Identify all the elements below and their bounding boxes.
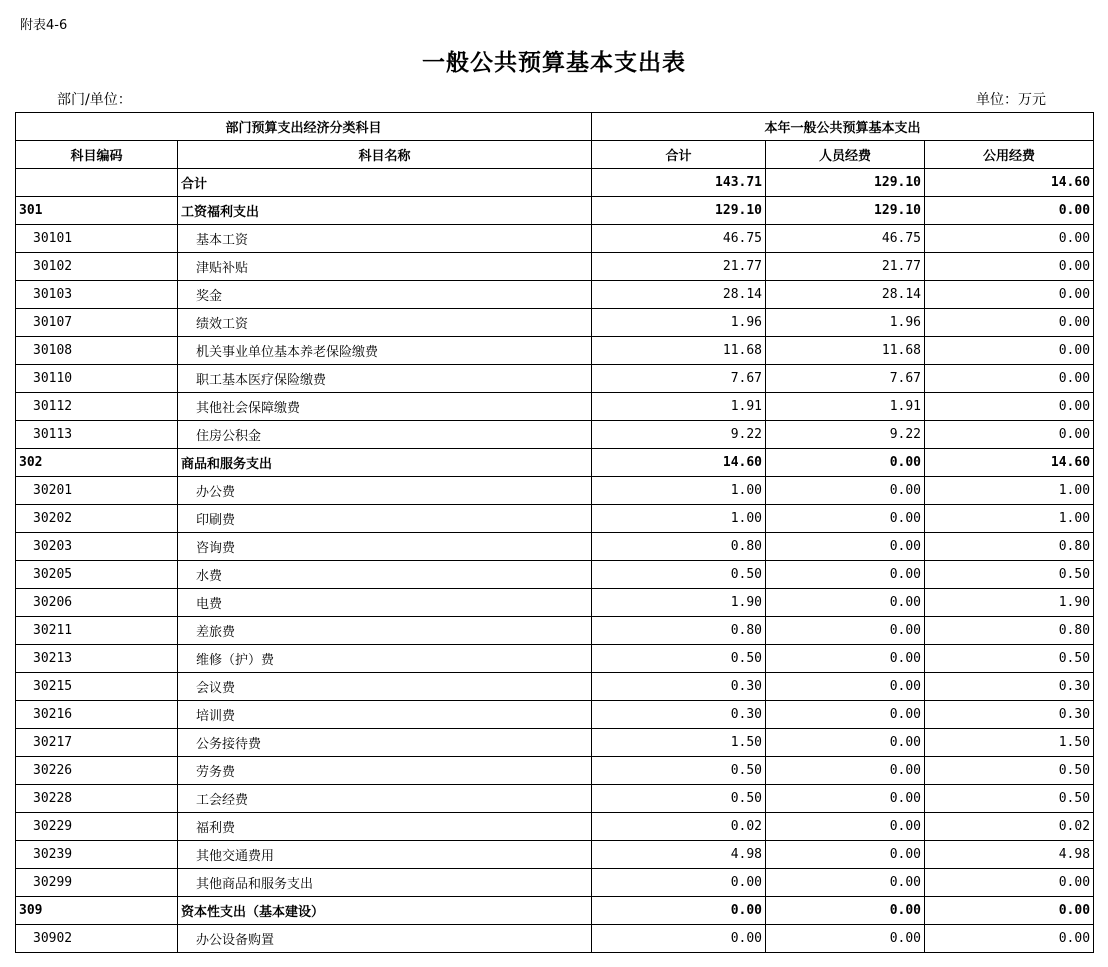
row-total: 46.75 <box>592 225 766 253</box>
row-total: 0.02 <box>592 813 766 841</box>
department-label: 部门/单位： <box>57 92 132 108</box>
header-basic-expenditure: 本年一般公共预算基本支出 <box>592 113 1094 141</box>
row-code: 30203 <box>16 533 178 561</box>
table-row <box>16 841 1094 869</box>
row-code: 30103 <box>16 281 178 309</box>
row-total: 0.50 <box>592 785 766 813</box>
row-personnel: 0.00 <box>766 477 925 505</box>
row-code: 30217 <box>16 729 178 757</box>
row-personnel: 9.22 <box>766 421 925 449</box>
row-total: 1.90 <box>592 589 766 617</box>
row-public: 0.50 <box>925 785 1094 813</box>
table-row <box>16 561 1094 589</box>
table-row <box>16 589 1094 617</box>
row-public: 0.00 <box>925 197 1094 225</box>
row-name: 合计 <box>178 169 592 197</box>
table-row <box>16 729 1094 757</box>
row-personnel: 0.00 <box>766 617 925 645</box>
row-code: 30202 <box>16 505 178 533</box>
row-total: 0.50 <box>592 561 766 589</box>
header-group-row <box>16 113 1094 141</box>
row-name: 电费 <box>178 589 592 617</box>
row-code: 302 <box>16 449 178 477</box>
row-code: 30110 <box>16 365 178 393</box>
row-public: 0.50 <box>925 757 1094 785</box>
row-name: 津贴补贴 <box>178 253 592 281</box>
row-personnel: 0.00 <box>766 813 925 841</box>
row-name: 工资福利支出 <box>178 197 592 225</box>
row-total: 4.98 <box>592 841 766 869</box>
row-public: 0.02 <box>925 813 1094 841</box>
row-public: 14.60 <box>925 449 1094 477</box>
row-public: 0.50 <box>925 561 1094 589</box>
row-total: 11.68 <box>592 337 766 365</box>
row-personnel: 0.00 <box>766 757 925 785</box>
row-public: 0.00 <box>925 225 1094 253</box>
row-personnel: 0.00 <box>766 785 925 813</box>
table-row <box>16 701 1094 729</box>
row-code: 30902 <box>16 925 178 953</box>
table-row <box>16 309 1094 337</box>
row-total: 28.14 <box>592 281 766 309</box>
row-public: 0.30 <box>925 701 1094 729</box>
row-personnel: 11.68 <box>766 337 925 365</box>
row-total: 0.80 <box>592 617 766 645</box>
row-code: 30206 <box>16 589 178 617</box>
row-name: 办公设备购置 <box>178 925 592 953</box>
table-row <box>16 225 1094 253</box>
row-total: 1.96 <box>592 309 766 337</box>
row-name: 住房公积金 <box>178 421 592 449</box>
row-public: 0.50 <box>925 645 1094 673</box>
row-personnel: 0.00 <box>766 533 925 561</box>
row-code: 30205 <box>16 561 178 589</box>
row-name: 水费 <box>178 561 592 589</box>
row-name: 维修（护）费 <box>178 645 592 673</box>
row-public: 4.98 <box>925 841 1094 869</box>
table-row <box>16 673 1094 701</box>
row-code: 30216 <box>16 701 178 729</box>
row-public: 0.00 <box>925 309 1094 337</box>
row-name: 商品和服务支出 <box>178 449 592 477</box>
row-name: 职工基本医疗保险缴费 <box>178 365 592 393</box>
header-name: 科目名称 <box>178 141 592 169</box>
table-row <box>16 645 1094 673</box>
row-name: 奖金 <box>178 281 592 309</box>
row-personnel: 0.00 <box>766 561 925 589</box>
row-public: 1.00 <box>925 477 1094 505</box>
table-row <box>16 393 1094 421</box>
header-personnel: 人员经费 <box>766 141 925 169</box>
row-name: 福利费 <box>178 813 592 841</box>
row-personnel: 1.96 <box>766 309 925 337</box>
row-code: 30113 <box>16 421 178 449</box>
row-public: 0.00 <box>925 253 1094 281</box>
row-code: 30299 <box>16 869 178 897</box>
row-public: 0.80 <box>925 617 1094 645</box>
row-public: 1.00 <box>925 505 1094 533</box>
row-name: 机关事业单位基本养老保险缴费 <box>178 337 592 365</box>
row-total: 0.00 <box>592 925 766 953</box>
row-name: 劳务费 <box>178 757 592 785</box>
row-total: 7.67 <box>592 365 766 393</box>
row-total: 1.00 <box>592 477 766 505</box>
table-row <box>16 757 1094 785</box>
table-row <box>16 449 1094 477</box>
row-name: 基本工资 <box>178 225 592 253</box>
table-row <box>16 281 1094 309</box>
table-row <box>16 169 1094 197</box>
table-row <box>16 477 1094 505</box>
header-column-row <box>16 141 1094 169</box>
row-code: 30228 <box>16 785 178 813</box>
row-public: 14.60 <box>925 169 1094 197</box>
row-code: 30229 <box>16 813 178 841</box>
row-code: 30211 <box>16 617 178 645</box>
table-row <box>16 421 1094 449</box>
row-personnel: 0.00 <box>766 729 925 757</box>
table-row <box>16 337 1094 365</box>
row-code: 301 <box>16 197 178 225</box>
row-personnel: 0.00 <box>766 897 925 925</box>
row-public: 0.00 <box>925 421 1094 449</box>
row-public: 0.30 <box>925 673 1094 701</box>
row-public: 0.00 <box>925 281 1094 309</box>
row-total: 0.80 <box>592 533 766 561</box>
row-total: 1.50 <box>592 729 766 757</box>
row-name: 培训费 <box>178 701 592 729</box>
row-personnel: 0.00 <box>766 925 925 953</box>
row-name: 会议费 <box>178 673 592 701</box>
row-code: 30213 <box>16 645 178 673</box>
row-total: 14.60 <box>592 449 766 477</box>
row-code: 30101 <box>16 225 178 253</box>
row-public: 0.00 <box>925 925 1094 953</box>
header-economic-classification: 部门预算支出经济分类科目 <box>16 113 592 141</box>
row-name: 咨询费 <box>178 533 592 561</box>
row-name: 绩效工资 <box>178 309 592 337</box>
table-row <box>16 365 1094 393</box>
row-name: 办公费 <box>178 477 592 505</box>
row-total: 0.50 <box>592 757 766 785</box>
row-personnel: 1.91 <box>766 393 925 421</box>
row-public: 0.00 <box>925 365 1094 393</box>
row-personnel: 0.00 <box>766 841 925 869</box>
row-public: 0.00 <box>925 869 1094 897</box>
table-row <box>16 617 1094 645</box>
row-code: 30108 <box>16 337 178 365</box>
row-personnel: 129.10 <box>766 169 925 197</box>
row-code: 309 <box>16 897 178 925</box>
row-personnel: 7.67 <box>766 365 925 393</box>
row-total: 1.00 <box>592 505 766 533</box>
row-total: 0.30 <box>592 701 766 729</box>
table-row <box>16 813 1094 841</box>
row-total: 9.22 <box>592 421 766 449</box>
table-row <box>16 505 1094 533</box>
expenditure-table <box>15 112 1094 953</box>
appendix-label: 附表4-6 <box>20 18 68 33</box>
row-personnel: 28.14 <box>766 281 925 309</box>
row-personnel: 0.00 <box>766 645 925 673</box>
row-personnel: 46.75 <box>766 225 925 253</box>
row-name: 资本性支出（基本建设） <box>178 897 592 925</box>
row-name: 其他社会保障缴费 <box>178 393 592 421</box>
row-total: 0.30 <box>592 673 766 701</box>
row-code: 30107 <box>16 309 178 337</box>
row-total: 0.00 <box>592 869 766 897</box>
row-total: 1.91 <box>592 393 766 421</box>
row-code: 30239 <box>16 841 178 869</box>
row-public: 0.00 <box>925 393 1094 421</box>
header-code: 科目编码 <box>16 141 178 169</box>
row-total: 0.50 <box>592 645 766 673</box>
row-personnel: 0.00 <box>766 673 925 701</box>
table-row <box>16 897 1094 925</box>
row-public: 0.00 <box>925 897 1094 925</box>
unit-label: 单位：万元 <box>976 92 1046 108</box>
table-row <box>16 253 1094 281</box>
row-public: 0.80 <box>925 533 1094 561</box>
row-total: 129.10 <box>592 197 766 225</box>
row-personnel: 0.00 <box>766 701 925 729</box>
row-personnel: 0.00 <box>766 589 925 617</box>
row-code: 30215 <box>16 673 178 701</box>
header-public: 公用经费 <box>925 141 1094 169</box>
row-personnel: 21.77 <box>766 253 925 281</box>
page-title: 一般公共预算基本支出表 <box>422 49 686 76</box>
row-code: 30201 <box>16 477 178 505</box>
row-total: 21.77 <box>592 253 766 281</box>
row-name: 差旅费 <box>178 617 592 645</box>
row-code <box>16 169 178 197</box>
row-personnel: 0.00 <box>766 449 925 477</box>
row-code: 30226 <box>16 757 178 785</box>
table-row <box>16 925 1094 953</box>
row-total: 143.71 <box>592 169 766 197</box>
header-total: 合计 <box>592 141 766 169</box>
row-name: 工会经费 <box>178 785 592 813</box>
row-code: 30102 <box>16 253 178 281</box>
table-row <box>16 533 1094 561</box>
row-total: 0.00 <box>592 897 766 925</box>
row-public: 1.90 <box>925 589 1094 617</box>
table-row <box>16 869 1094 897</box>
row-public: 0.00 <box>925 337 1094 365</box>
row-code: 30112 <box>16 393 178 421</box>
row-name: 公务接待费 <box>178 729 592 757</box>
table-row <box>16 197 1094 225</box>
table-row <box>16 785 1094 813</box>
row-personnel: 0.00 <box>766 869 925 897</box>
row-name: 其他商品和服务支出 <box>178 869 592 897</box>
row-personnel: 129.10 <box>766 197 925 225</box>
row-personnel: 0.00 <box>766 505 925 533</box>
row-public: 1.50 <box>925 729 1094 757</box>
row-name: 其他交通费用 <box>178 841 592 869</box>
row-name: 印刷费 <box>178 505 592 533</box>
